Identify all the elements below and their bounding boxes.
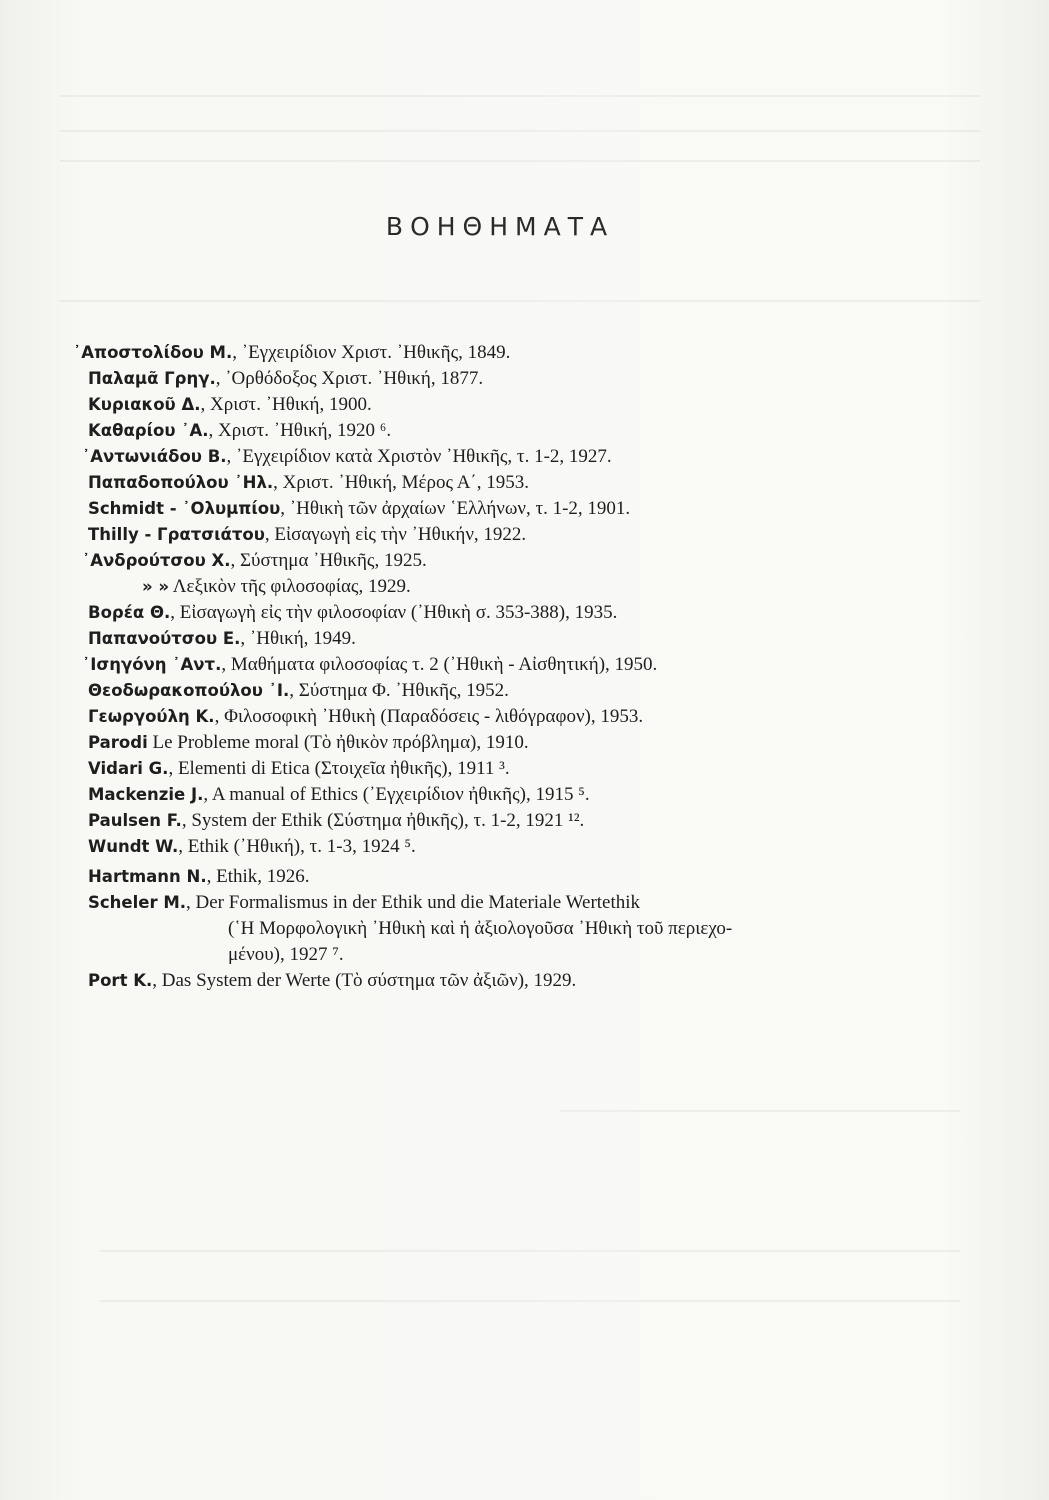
entry-author: Παλαμᾶ Γρηγ.	[88, 369, 216, 388]
entry-author: Paulsen F.	[88, 811, 182, 830]
entry-work: , Ethik, 1926.	[206, 866, 310, 887]
entry-author: Κυριακοῦ Δ.	[88, 395, 201, 414]
entry-work: , Elementi di Etica (Στοιχεῖα ἠθικῆς), 1911 ³.	[168, 758, 510, 779]
entry-work: , Der Formalismus in der Ethik und die Materiale Wertethik	[186, 892, 641, 913]
entry-author: Wundt W.	[88, 837, 179, 856]
list-item	[82, 652, 657, 678]
entry-author: Παπανούτσου Ε.	[88, 629, 241, 648]
entry-work: , Φιλοσοφικὴ ᾿Ηθικὴ (Παραδόσεις - λιθόγραφον), 1953.	[214, 706, 644, 727]
entry-author: Παπαδοπούλου ᾿Ηλ.	[88, 473, 274, 492]
list-item	[88, 626, 356, 652]
entry-author: Schmidt - ᾿Ολυμπίου	[88, 499, 281, 518]
list-item	[88, 496, 630, 522]
entry-work: , Σύστημα Φ. ᾿Ηθικῆς, 1952.	[289, 680, 509, 701]
entry-author: ᾿Αντωνιάδου Β.	[82, 447, 227, 466]
list-item	[142, 574, 411, 600]
entry-author: Βορέα Θ.	[88, 603, 171, 622]
list-item	[88, 782, 590, 808]
entry-author: Καθαρίου ᾿Α.	[88, 421, 209, 440]
entry-work: , ᾿Εγχειρίδιον κατὰ Χριστὸν ᾿Ηθικῆς, τ. 1-2, 1927.	[226, 446, 612, 467]
list-item	[88, 600, 617, 626]
list-item	[88, 968, 576, 994]
list-item	[88, 730, 529, 756]
entry-author: ᾿Ισηγόνη ᾿Αντ.	[82, 655, 222, 674]
entry-work: , Σύστημα ᾿Ηθικῆς, 1925.	[230, 550, 427, 571]
entry-work: , Μαθήματα φιλοσοφίας τ. 2 (᾿Ηθικὴ - Αἰσθητική), 1950.	[221, 654, 658, 675]
entry-work: , Χριστ. ᾿Ηθική, 1920 ⁶.	[208, 420, 392, 441]
list-item	[88, 808, 584, 834]
list-item	[73, 340, 510, 366]
entry-work: , Das System der Werte (Τὸ σύστημα τῶν ἀξιῶν), 1929.	[152, 970, 577, 991]
entry-work: , System der Ethik (Σύστημα ἠθικῆς), τ. 1-2, 1921 ¹².	[181, 810, 585, 831]
entry-work: , ᾿Ηθική, 1949.	[240, 628, 356, 649]
entry-author: Scheler M.	[88, 893, 187, 912]
list-item	[88, 418, 391, 444]
entry-work: , Ethik (᾿Ηθική), τ. 1-3, 1924 ⁵.	[178, 836, 416, 857]
entry-author: Γεωργούλη Κ.	[88, 707, 215, 726]
entry-work: , Εἰσαγωγὴ εἰς τὴν ᾿Ηθικήν, 1922.	[264, 524, 527, 545]
entry-author: ᾿Ανδρούτσου Χ.	[82, 551, 231, 570]
entry-work: , A manual of Ethics (᾿Εγχειρίδιον ἠθικῆς), 1915 ⁵.	[203, 784, 590, 805]
list-item	[82, 548, 427, 574]
list-item	[88, 890, 640, 916]
list-item	[88, 834, 416, 860]
list-item	[88, 756, 510, 782]
entry-author: » »	[142, 577, 170, 596]
entry-work: , ᾿Εγχειρίδιον Χριστ. ᾿Ηθικῆς, 1849.	[232, 342, 511, 363]
entry-work: , Χριστ. ᾿Ηθική, Μέρος Α΄, 1953.	[273, 472, 530, 493]
entry-author: Port K.	[88, 971, 153, 990]
page-title: ΒΟΗΘΗΜΑΤΑ	[385, 212, 615, 241]
entry-author: Θεοδωρακοπούλου ᾿Ι.	[88, 681, 290, 700]
entry-work: Le Probleme moral (Τὸ ἠθικὸν πρόβλημα), 1910.	[147, 732, 529, 753]
entry-author: Mackenzie J.	[88, 785, 204, 804]
list-item	[88, 392, 372, 418]
entry-work: Λεξικὸν τῆς φιλοσοφίας, 1929.	[169, 576, 411, 597]
list-item	[88, 678, 509, 704]
entry-author: ᾿Αποστολίδου Μ.	[73, 343, 233, 362]
entry-author: Vidari G.	[88, 759, 169, 778]
entry-author: Thilly - Γρατσιάτου	[88, 525, 265, 544]
entry-work: , Χριστ. ᾿Ηθική, 1900.	[200, 394, 372, 415]
list-item	[88, 522, 526, 548]
entry-work: , ᾿Ορθόδοξος Χριστ. ᾿Ηθική, 1877.	[215, 368, 484, 389]
entry-work: , ᾿Ηθικὴ τῶν ἀρχαίων ῾Ελλήνων, τ. 1-2, 1901.	[280, 498, 631, 519]
entry-author: Hartmann N.	[88, 867, 207, 886]
list-item	[88, 864, 310, 890]
list-item	[88, 704, 643, 730]
list-item	[88, 366, 483, 392]
entry-continuation: μένου), 1927 ⁷.	[228, 944, 344, 965]
entry-author: Parodi	[88, 733, 148, 752]
list-item	[82, 444, 612, 470]
list-item	[88, 470, 529, 496]
entry-work: , Εἰσαγωγὴ εἰς τὴν φιλοσοφίαν (᾿Ηθικὴ σ. 353-388), 1935.	[170, 602, 618, 623]
entry-continuation: (῾Η Μορφολογικὴ ᾿Ηθικὴ καὶ ἡ ἀξιολογοῦσα ᾿Ηθικὴ τοῦ περιεχο-	[228, 918, 733, 939]
